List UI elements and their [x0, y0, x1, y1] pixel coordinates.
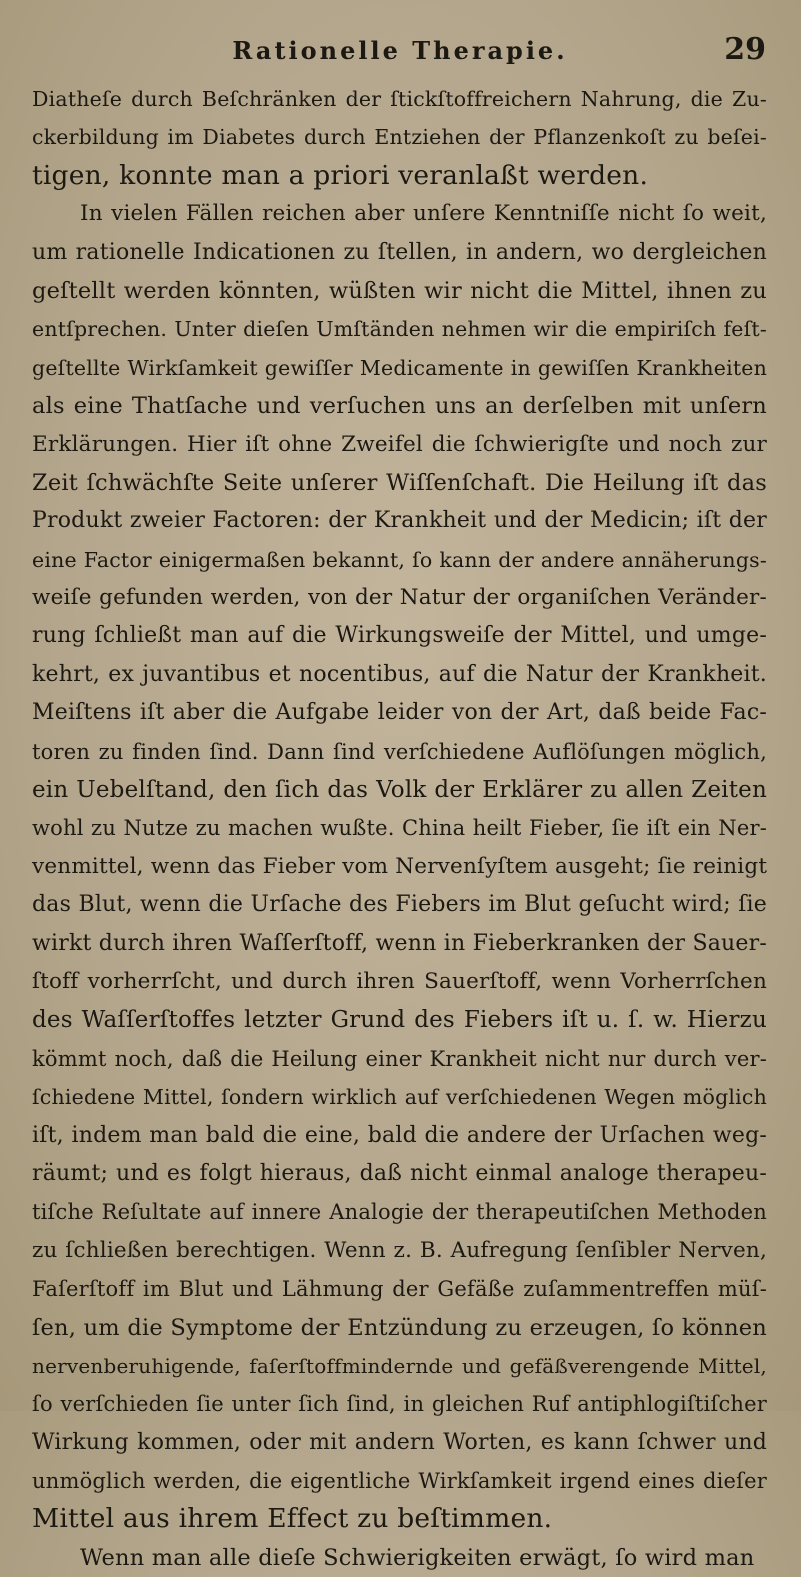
text-line: das Blut, wenn die Urſache des Fiebers im Blut geſucht wird; ſie: [32, 892, 767, 918]
text-line: Meiſtens iſt aber die Aufgabe leider von der Art, daß beide Fac-: [32, 700, 767, 726]
text-line: Wenn man alle dieſe Schwierigkeiten erwägt, ſo wird man: [80, 1544, 755, 1571]
text-line: venmittel, wenn das Fieber vom Nervenſyſtem ausgeht; ſie reinigt: [32, 853, 768, 879]
running-title: Rationelle Therapie.: [232, 36, 568, 65]
text-line: rung ſchließt man auf die Wirkungsweiſe der Mittel, und umge-: [32, 623, 767, 649]
text-line: tigen, konnte man a priori veranlaßt werden.: [32, 159, 649, 191]
text-line: tiſche Reſultate auf innere Analogie der therapeutiſchen Methoden: [32, 1200, 767, 1225]
text-line: Wirkung kommen, oder mit andern Worten, es kann ſchwer und: [32, 1429, 767, 1455]
text-line: unmöglich werden, die eigentliche Wirkſamkeit irgend eines dieſer: [32, 1469, 767, 1494]
text-line: Zeit ſchwächſte Seite unſerer Wiſſenſchaft. Die Heilung iſt das: [32, 469, 767, 496]
text-line: kömmt noch, daß die Heilung einer Krankheit nicht nur durch ver-: [32, 1046, 767, 1071]
text-line: um rationelle Indicationen zu ſtellen, in andern, wo dergleichen: [32, 239, 767, 265]
text-line: ckerbildung im Diabetes durch Entziehen der Pflanzenkoſt zu beſei-: [32, 125, 767, 150]
text-line: Diatheſe durch Beſchränken der ſtickſtoffreichern Nahrung, die Zu-: [32, 87, 767, 111]
text-line: In vielen Fällen reichen aber unſere Kenntniſſe nicht ſo weit,: [80, 201, 767, 227]
text-line: als eine Thatſache und verſuchen uns an derſelben mit unſern: [32, 393, 767, 420]
text-line: entſprechen. Unter dieſen Umſtänden nehmen wir die empiriſch feſt-: [32, 317, 767, 342]
text-line: toren zu finden ſind. Dann ſind verſchiedene Auflöſungen möglich,: [32, 739, 767, 764]
text-line: geſtellt werden könnten, wüßten wir nicht die Mittel, ihnen zu: [32, 277, 767, 304]
text-line: ſtoff vorherrſcht, und durch ihren Sauerſtoff, wenn Vorherrſchen: [32, 968, 767, 994]
page-number: 29: [724, 32, 766, 67]
text-line: Faſerſtoff im Blut und Lähmung der Gefäße zuſammentreffen müſ-: [32, 1277, 767, 1302]
text-line: ſchiedene Mittel, ſondern wirklich auf verſchiedenen Wegen möglich: [32, 1085, 767, 1110]
text-line: zu ſchließen berechtigen. Wenn z. B. Aufregung ſenſibler Nerven,: [32, 1237, 767, 1263]
text-line: des Waſſerſtoffes letzter Grund des Fiebers iſt u. ſ. w. Hierzu: [32, 1007, 767, 1034]
text-line: Mittel aus ihrem Effect zu beſtimmen.: [32, 1503, 553, 1535]
text-line: Produkt zweier Factoren: der Krankheit und der Medicin; iſt der: [32, 508, 767, 534]
text-line: nervenberuhigende, faſerſtoffmindernde und gefäßverengende Mittel,: [32, 1353, 767, 1378]
text-line: ſo verſchieden ſie unter ſich ſind, in gleichen Ruf antiphlogiſtiſcher: [32, 1392, 767, 1417]
text-line: iſt, indem man bald die eine, bald die andere der Urſachen weg-: [32, 1122, 767, 1148]
text-line: wirkt durch ihren Waſſerſtoff, wenn in Fieberkranken der Sauer-: [32, 930, 767, 956]
text-line: eine Factor einigermaßen bekannt, ſo kann der andere annäherungs-: [32, 547, 767, 572]
body-text: [32, 80, 767, 1577]
text-line: ein Uebelſtand, den ſich das Volk der Erklärer zu allen Zeiten: [32, 777, 767, 804]
text-line: kehrt, ex juvantibus et nocentibus, auf die Natur der Krankheit.: [32, 661, 767, 687]
text-line: Erklärungen. Hier iſt ohne Zweifel die ſchwierigſte und noch zur: [32, 431, 767, 457]
text-line: wohl zu Nutze zu machen wußte. China heilt Fieber, ſie iſt ein Ner-: [32, 816, 767, 841]
text-line: räumt; und es folgt hieraus, daß nicht einmal analoge therapeu-: [32, 1160, 767, 1186]
text-line: ſen, um die Symptome der Entzündung zu erzeugen, ſo können: [32, 1314, 767, 1341]
text-line: geſtellte Wirkſamkeit gewiſſer Medicamente in gewiſſen Krankheiten: [32, 355, 767, 380]
page-header: [34, 30, 766, 70]
text-line: weiſe gefunden werden, von der Natur der organiſchen Veränder-: [32, 585, 767, 611]
